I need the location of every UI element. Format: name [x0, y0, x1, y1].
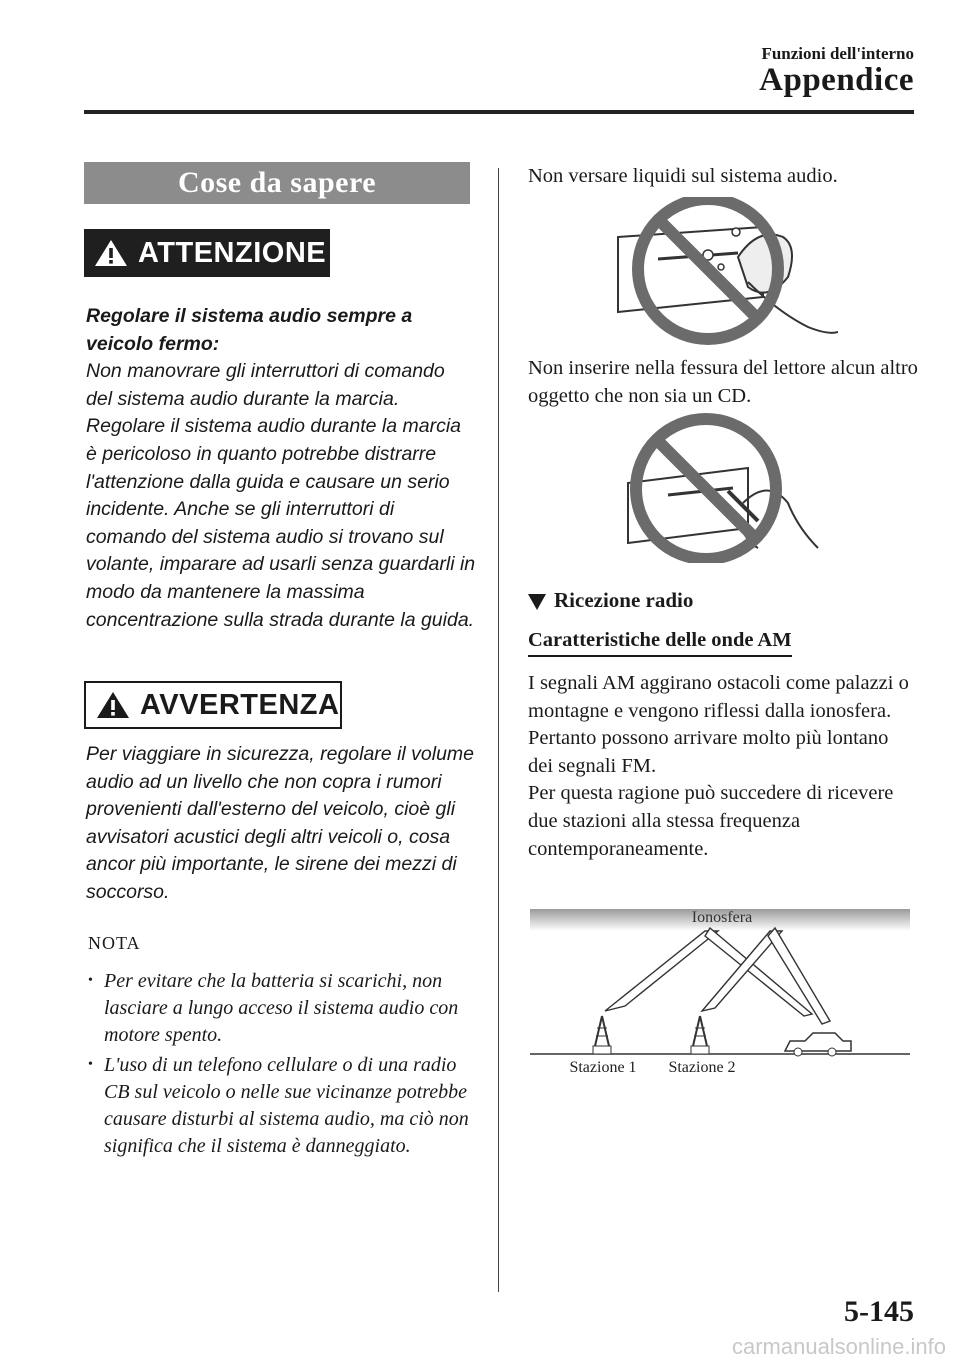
avvertenza-text: AVVERTENZA — [140, 688, 340, 721]
attenzione-label — [84, 229, 330, 277]
car-icon — [785, 1033, 851, 1056]
avvertenza-body: Per viaggiare in sicurezza, regolare il volume audio ad un livello che non copra i rumori provenienti dall'esterno del veicolo, cioè gli avvisatori acustici degli altri veicoli o, cosa ancor più importante, le sirene dei mezzi di soccorso. — [86, 743, 475, 903]
no-liquids-illustration — [588, 197, 838, 347]
section-title: Cose da sapere — [84, 162, 470, 204]
warning-triangle-icon — [94, 238, 128, 268]
avvertenza-label — [84, 681, 342, 729]
nota-title: NOTA — [88, 933, 141, 953]
radio-reception-heading — [528, 588, 693, 613]
attenzione-block — [86, 303, 476, 634]
liquids-warning-text: Non versare liquidi sul sistema audio. — [528, 165, 838, 187]
ionosphere-label: Ionosfera — [691, 909, 753, 926]
attenzione-body: Non manovrare gli interruttori di comando del sistema audio durante la marcia. Regolare il sistema audio durante la marcia è pericoloso in quanto potrebbe distrarre l'attenzione dalla guida e causare un serio incidente. Anche se gli interruttori di comando del sistema audio si trovano sul volante, imparare ad usarli senza guardarli in modo da mantenere la massima concentrazione sulla strada durante la guida. — [86, 360, 476, 631]
am-paragraph: Pertanto possono arrivare molto più lontano dei segnali FM. — [528, 727, 889, 777]
station-1-label: Stazione 1 — [569, 1059, 637, 1076]
station-2-tower — [691, 1016, 709, 1054]
nota-item: • Per evitare che la batteria si scarichi, non lasciare a lungo acceso il sistema audio con motore spento. — [84, 968, 479, 1050]
watermark: carmanualsonline.info — [731, 1334, 946, 1359]
triangle-down-icon — [528, 594, 546, 610]
attenzione-text: ATTENZIONE — [138, 236, 327, 269]
station-2-label: Stazione 2 — [668, 1059, 736, 1076]
station-1-tower — [593, 1016, 611, 1054]
nota-item: • L'uso di un telefono cellulare o di una radio CB sul veicolo o nelle sue vicinanze potrebbe causare disturbi al sistema audio, ma ciò non significa che il sistema è danneggiato. — [84, 1052, 479, 1161]
am-body — [528, 670, 918, 863]
chapter-title: Appendice — [759, 62, 914, 98]
am-wave-diagram — [530, 906, 910, 1081]
warning-triangle-icon — [96, 690, 130, 720]
column-divider — [498, 168, 499, 1292]
chapter-subtitle: Funzioni dell'interno — [761, 44, 914, 63]
am-heading: Caratteristiche delle onde AM — [528, 629, 792, 657]
radio-heading-text: Ricezione radio — [554, 588, 694, 612]
am-paragraph: Per questa ragione può succedere di ricevere due stazioni alla stessa frequenza contemporaneamente. — [528, 782, 894, 860]
page-number: 5-145 — [844, 1295, 914, 1328]
no-objects-illustration — [588, 413, 828, 563]
objects-warning-text: Non inserire nella fessura del lettore alcun altro oggetto che non sia un CD. — [528, 357, 918, 407]
nota-list — [84, 968, 479, 1162]
attenzione-heading: Regolare il sistema audio sempre a veicolo fermo: — [86, 305, 413, 355]
am-paragraph: I segnali AM aggirano ostacoli come palazzi o montagne e vengono riflessi dalla ionosfera. — [528, 672, 909, 722]
radio-waves — [605, 928, 830, 1024]
avvertenza-block — [86, 741, 476, 907]
header-rule — [84, 110, 914, 114]
